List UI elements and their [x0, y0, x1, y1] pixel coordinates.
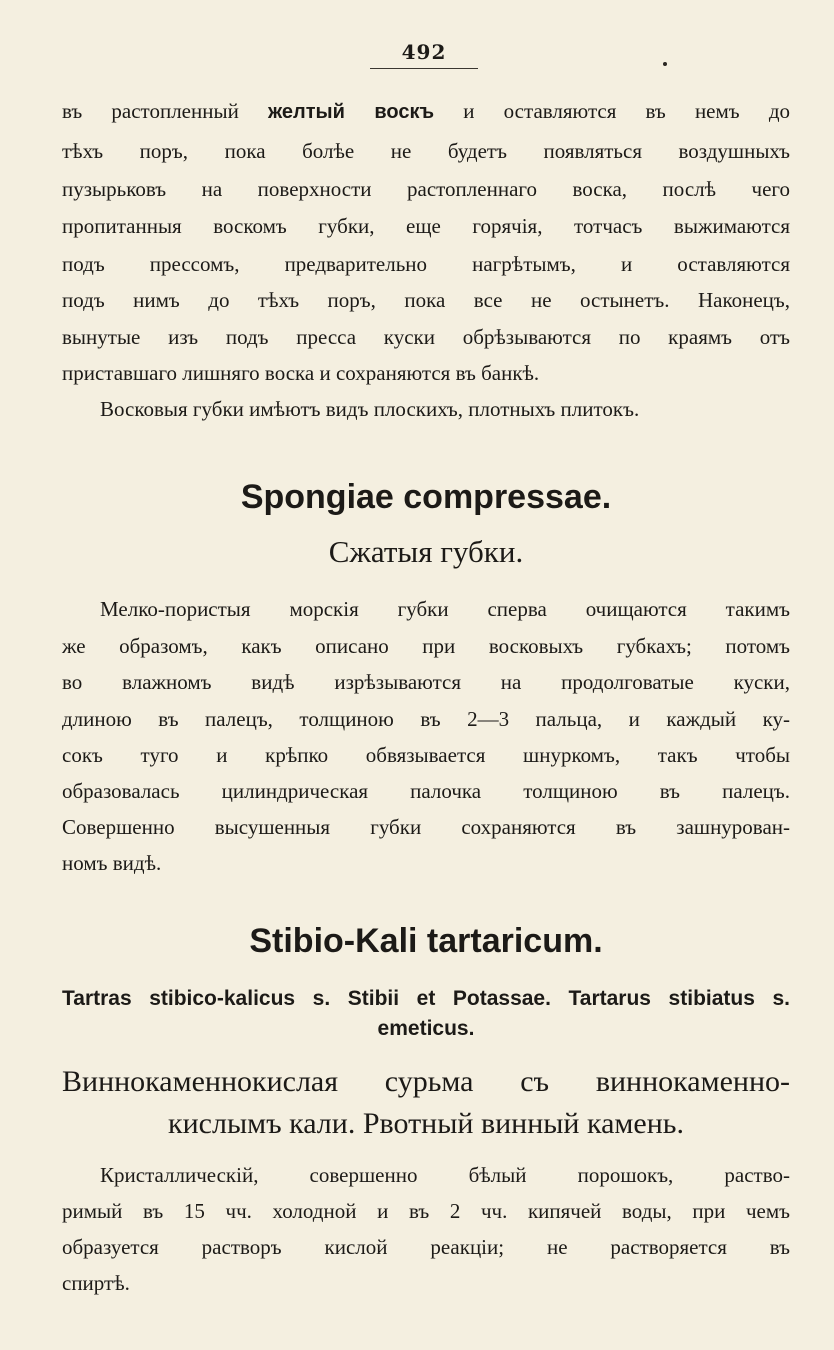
- section2-synonyms-line-1: Tartras stibico-kalicus s. Stibii et Potassae. Tartarus stibiatus s.: [62, 987, 790, 1010]
- section2-synonyms-line-2: emeticus.: [377, 1017, 475, 1040]
- section2-line-2: римый въ 15 чч. холодной и въ 2 чч. кипячей воды, при чемъ: [62, 1199, 790, 1223]
- section1-line-2: же образомъ, какъ описано при восковыхъ губкахъ; потомъ: [62, 634, 790, 658]
- para1-line-7: вынутые изъ подъ пресса куски обрѣзываются по краямъ отъ: [62, 325, 790, 349]
- para1-line-2: тѣхъ поръ, пока болѣе не будетъ появляться воздушныхъ: [62, 139, 790, 163]
- section1-line-6: образовалась цилиндрическая палочка толщиною въ палецъ.: [62, 779, 790, 803]
- section1-line-7: Совершенно высушенныя губки сохраняются въ зашнурован-: [62, 815, 790, 839]
- section2-line-3: образуется растворъ кислой реакціи; не растворяется въ: [62, 1235, 790, 1259]
- para1-line-6: подъ нимъ до тѣхъ поръ, пока все не остынетъ. Наконецъ,: [62, 288, 790, 312]
- para1-line-1: въ растопленный желтый воскъ и оставляются въ немъ до: [62, 99, 791, 123]
- section2-line-4: спиртѣ.: [62, 1271, 130, 1295]
- section2-line-1: Кристаллическій, совершенно бѣлый порошокъ, раство-: [100, 1163, 790, 1187]
- para1-line-8: приставшаго лишняго воска и сохраняются въ банкѣ.: [62, 361, 540, 385]
- bold-term: желтый воскъ: [268, 101, 435, 123]
- section1-title-latin: Spongiae compressae.: [240, 478, 612, 516]
- section1-line-1: Мелко-пористыя морскія губки сперва очищаются такимъ: [100, 597, 790, 621]
- para1-line-3: пузырьковъ на поверхности растопленнаго воска, послѣ чего: [62, 177, 790, 201]
- section1-line-4: длиною въ палецъ, толщиною въ 2—3 пальца, и каждый ку-: [62, 707, 790, 731]
- ink-speck: [663, 62, 667, 66]
- page-number-rule: [370, 68, 478, 69]
- section1-line-3: во влажномъ видѣ изрѣзываются на продолговатые куски,: [62, 670, 790, 694]
- para1-line-4: пропитанныя воскомъ губки, еще горячія, тотчасъ выжимаются: [62, 214, 790, 238]
- para1-line-5: подъ прессомъ, предварительно нагрѣтымъ, и оставляются: [62, 252, 790, 276]
- section1-line-5: сокъ туго и крѣпко обвязывается шнуркомъ, такъ чтобы: [62, 743, 790, 767]
- para2-line-1: Восковыя губки имѣютъ видъ плоскихъ, плотныхъ плитокъ.: [100, 397, 640, 421]
- section2-title-russian-line-2: кислымъ кали. Рвотный винный камень.: [168, 1107, 684, 1140]
- section2-title-russian-line-1: Виннокаменнокислая сурьма съ виннокаменно-: [62, 1065, 790, 1098]
- section2-title-latin: Stibio-Kali tartaricum.: [249, 922, 603, 960]
- section1-title-russian: Сжатыя губки.: [328, 534, 524, 569]
- page-number: 492: [401, 40, 447, 64]
- section1-line-8: номъ видѣ.: [62, 851, 162, 875]
